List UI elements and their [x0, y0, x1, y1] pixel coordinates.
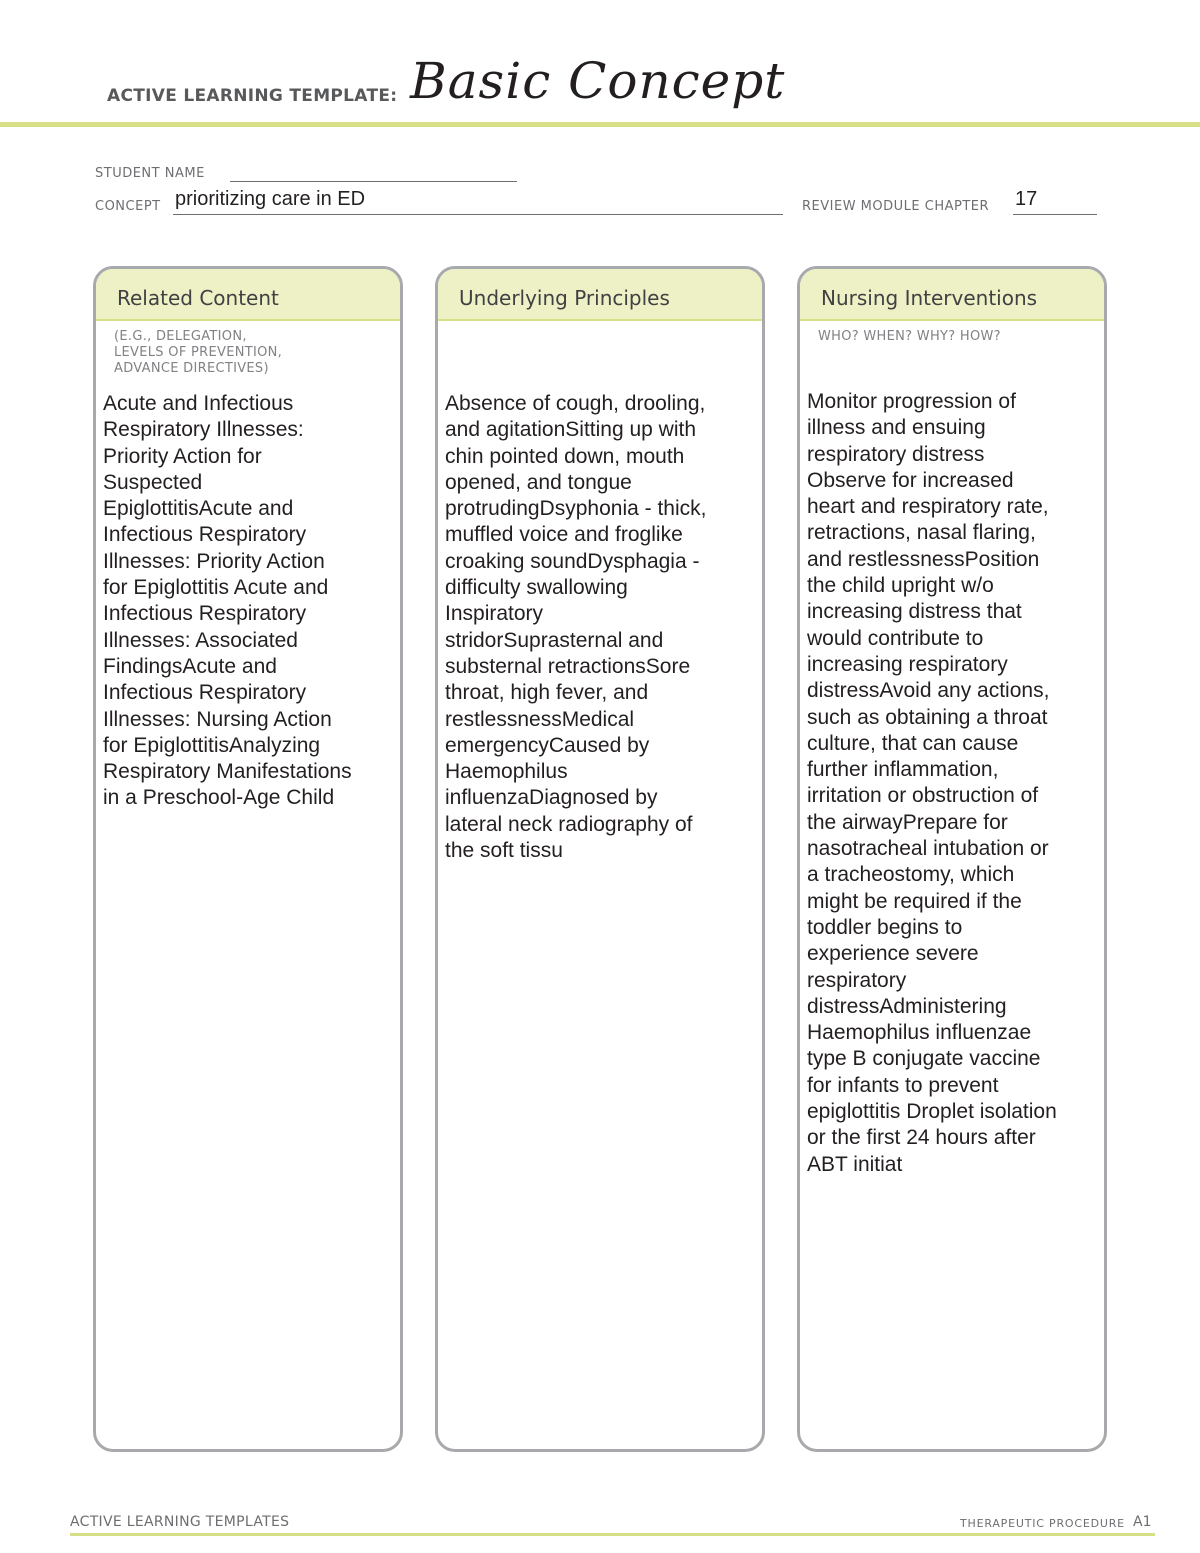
underlying-principles-text[interactable]: Absence of cough, drooling, and agitationSitting up with chin pointed down, mouth opened, and tongue protrudingDsyphonia - thick, muffled voice and froglike croaking soundDysphagia - difficulty swallowing Inspiratory stridorSuprasternal and substernal retractionsSore throat, high fever, and restlessnessMedical emergencyCaused by Haemophilus influenzaDiagnosed by lateral neck radiography of the soft tissu: [445, 392, 707, 863]
concept-field[interactable]: [173, 214, 783, 215]
related-content-text[interactable]: Acute and Infectious Respiratory Illnesses: Priority Action for Suspected EpiglottitisAcute and Infectious Respiratory Illnesses: Priority Action for Epiglottitis Acute and Infectious Respiratory Illnesses: Associated FindingsAcute and Infectious Respiratory Illnesses: Nursing Action for EpiglottitisAnalyzing Respiratory Manifestations in a Preschool-Age Child: [103, 392, 352, 810]
review-module-label: REVIEW MODULE CHAPTER: [802, 199, 990, 214]
template-label: ACTIVE LEARNING TEMPLATE:: [107, 86, 398, 106]
footer-category: THERAPEUTIC PROCEDURE: [960, 1517, 1125, 1530]
nursing-interventions-text[interactable]: Monitor progression of illness and ensuing respiratory distress Observe for increased heart and respiratory rate, retractions, nasal flaring, and restlessnessPosition the child upright w/o increasing distress that would contribute to increasing respiratory distressAvoid any actions, such as obtaining a throat culture, that can cause further inflammation, irritation or obstruction of the airwayPrepare for nasotracheal intubation or a tracheostomy, which might be required if the toddler begins to experience severe respiratory distressAdministering Haemophilus influenzae type B conjugate vaccine for infants to prevent epiglottitis Droplet isolation or the first 24 hours after ABT initiat: [807, 390, 1057, 1176]
review-module-field[interactable]: [1013, 214, 1097, 215]
page-title: Basic Concept: [410, 52, 786, 110]
related-content-hint: (E.G., DELEGATION, LEVELS OF PREVENTION, ADVANCE DIRECTIVES): [114, 329, 283, 376]
student-name-label: STUDENT NAME: [95, 166, 205, 181]
student-name-field[interactable]: [230, 181, 517, 182]
review-module-value: 17: [1015, 188, 1038, 210]
nursing-interventions-hint: WHO? WHEN? WHY? HOW?: [818, 329, 1001, 344]
footer-divider: [70, 1533, 1155, 1536]
footer-template-name: ACTIVE LEARNING TEMPLATES: [70, 1514, 290, 1530]
header-divider: [0, 122, 1200, 127]
concept-value: prioritizing care in ED: [175, 188, 366, 210]
footer-page-number: A1: [1133, 1514, 1152, 1530]
related-content-title: Related Content: [96, 269, 400, 321]
nursing-interventions-title: Nursing Interventions: [800, 269, 1104, 321]
concept-label: CONCEPT: [95, 199, 161, 214]
underlying-principles-title: Underlying Principles: [438, 269, 762, 321]
